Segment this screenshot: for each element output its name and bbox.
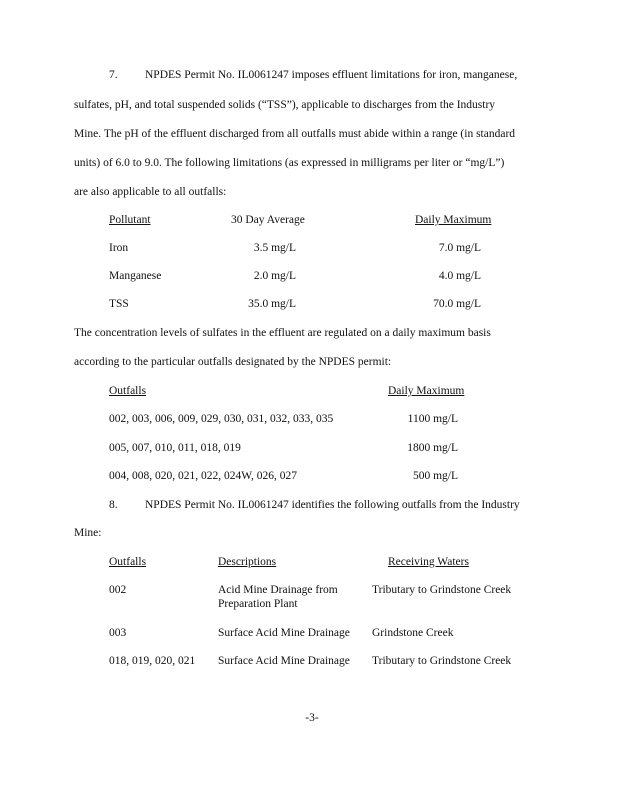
para7-line-4: units) of 6.0 to 9.0. The following limitations (as expressed in milligrams per liter or “mg/L”)	[74, 157, 505, 169]
table3-row-2-description: Surface Acid Mine Drainage	[218, 627, 350, 639]
table2-row-3-max: 500 mg/L	[412, 470, 458, 482]
table1-header-pollutant: Pollutant	[109, 214, 151, 226]
para7-line-2: sulfates, pH, and total suspended solids (“TSS”), applicable to discharges from the Industry	[74, 99, 496, 111]
table2-row-1-max: 1100 mg/L	[407, 413, 458, 425]
table1-header-30day: 30 Day Average	[231, 214, 305, 226]
table1-row-1-max: 7.0 mg/L	[438, 242, 481, 254]
para8-number: 8.	[109, 499, 118, 511]
table3-row-1-outfalls: 002	[109, 584, 127, 596]
table1-row-1-pollutant: Iron	[109, 242, 129, 254]
table1-header-daily-max: Daily Maximum	[415, 214, 492, 226]
para8-line-2: Mine:	[74, 527, 102, 539]
table1-row-1-avg: 3.5 mg/L	[253, 242, 296, 254]
table1-row-2-max: 4.0 mg/L	[438, 270, 481, 282]
table3-row-3-outfalls: 018, 019, 020, 021	[109, 655, 196, 667]
table3-row-3-receiving: Tributary to Grindstone Creek	[372, 655, 512, 667]
table1-row-3-pollutant: TSS	[109, 298, 129, 310]
table1-row-3-max: 70.0 mg/L	[433, 298, 481, 310]
table2-row-3-outfalls: 004, 008, 020, 021, 022, 024W, 026, 027	[109, 470, 298, 482]
para7-number: 7.	[109, 69, 118, 81]
para8-line-1: NPDES Permit No. IL0061247 identifies the following outfalls from the Industry	[145, 499, 520, 511]
table1-row-3-avg: 35.0 mg/L	[248, 298, 296, 310]
para7-line-5: are also applicable to all outfalls:	[74, 186, 227, 198]
table3-row-1-description: Acid Mine Drainage from Preparation Plant	[218, 584, 338, 610]
table2-header-daily-max: Daily Maximum	[388, 385, 465, 397]
table3-row-2-outfalls: 003	[109, 627, 127, 639]
table3-header-receiving-waters: Receiving Waters	[388, 556, 469, 568]
table2-header-outfalls: Outfalls	[109, 385, 147, 397]
table3-row-1-receiving: Tributary to Grindstone Creek	[372, 584, 512, 596]
para7-line-3: Mine. The pH of the effluent discharged from all outfalls must abide within a range (in standard	[74, 128, 516, 140]
sulfates-line-1: The concentration levels of sulfates in the effluent are regulated on a daily maximum basis	[74, 327, 491, 339]
para7-line-1: NPDES Permit No. IL0061247 imposes effluent limitations for iron, manganese,	[145, 69, 518, 81]
table3-row-3-description: Surface Acid Mine Drainage	[218, 655, 350, 667]
table2-row-2-outfalls: 005, 007, 010, 011, 018, 019	[109, 442, 241, 454]
table3-header-outfalls: Outfalls	[109, 556, 147, 568]
sulfates-line-2: according to the particular outfalls designated by the NPDES permit:	[74, 356, 392, 368]
table2-row-1-outfalls: 002, 003, 006, 009, 029, 030, 031, 032, 033, 035	[109, 413, 334, 425]
table2-row-2-max: 1800 mg/L	[407, 442, 458, 454]
table3-header-descriptions: Descriptions	[218, 556, 277, 568]
table3-row-2-receiving: Grindstone Creek	[372, 627, 454, 639]
page-number: -3-	[305, 712, 319, 724]
table1-row-2-avg: 2.0 mg/L	[253, 270, 296, 282]
table1-row-2-pollutant: Manganese	[109, 270, 162, 282]
